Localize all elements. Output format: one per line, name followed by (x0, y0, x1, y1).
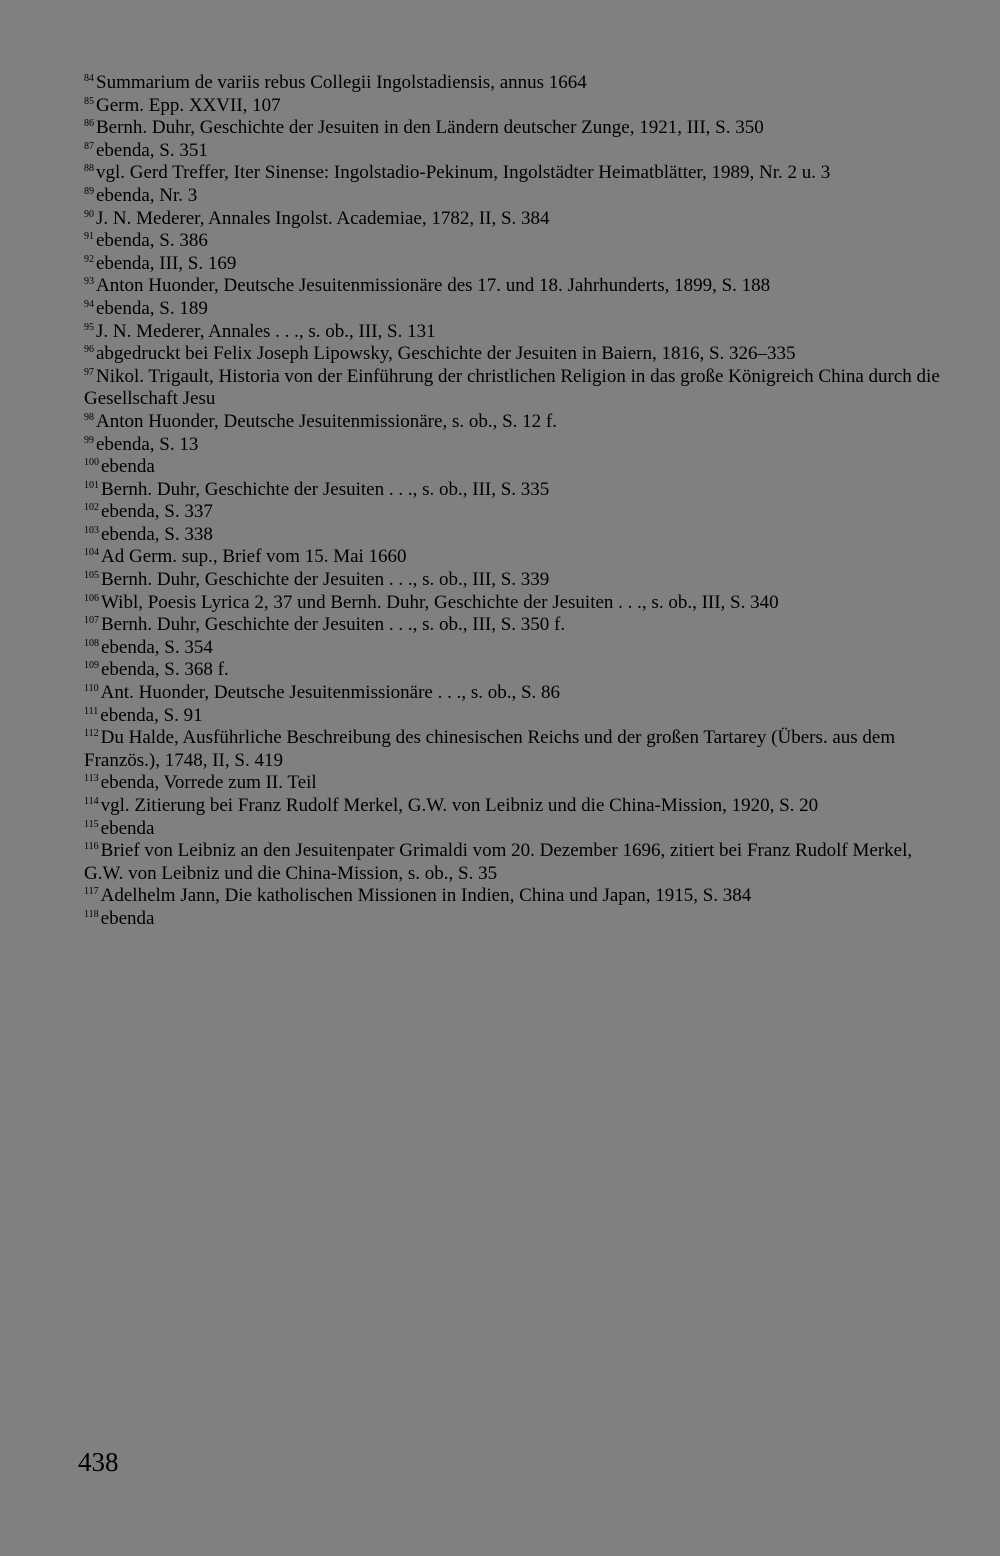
footnote-item (84, 772, 954, 795)
footnote-text: vgl. Gerd Treffer, Iter Sinense: Ingolstadio-Pekinum, Ingolstädter Heimatblätter, 1989, Nr. 2 u. 3 (96, 162, 831, 184)
footnote-text: Bernh. Duhr, Geschichte der Jesuiten . . ., s. ob., III, S. 335 (101, 478, 550, 500)
footnote-text: ebenda (101, 456, 155, 478)
footnote-item (84, 592, 954, 615)
footnote-item (84, 479, 954, 502)
footnote-text: ebenda (100, 817, 155, 839)
footnote-number: 111 (84, 705, 99, 717)
footnote-text: ebenda, S. 13 (96, 433, 199, 455)
footnote-text: ebenda, Vorrede zum II. Teil (100, 772, 317, 794)
footnote-text: Brief von Leibniz an den Jesuitenpater Grimaldi vom 20. Dezember 1696, zitiert bei Franz Rudolf Merkel, G.W. von Leibniz und die China-Mission, s. ob., S. 35 (84, 840, 913, 884)
footnote-number: 85 (84, 95, 94, 107)
footnote-item (84, 411, 954, 434)
footnote-number: 95 (84, 321, 94, 333)
footnote-item (84, 162, 954, 185)
footnote-text: ebenda, S. 337 (101, 501, 213, 523)
footnote-number: 104 (84, 547, 99, 559)
footnote-text: Adelhelm Jann, Die katholischen Missionen in Indien, China und Japan, 1915, S. 384 (100, 885, 752, 907)
footnote-text: ebenda (100, 907, 155, 929)
footnote-text: ebenda, Nr. 3 (96, 184, 198, 206)
footnote-item (84, 818, 954, 841)
footnote-text: abgedruckt bei Felix Joseph Lipowsky, Geschichte der Jesuiten in Baiern, 1816, S. 326–335 (96, 343, 796, 365)
footnote-item (84, 727, 954, 772)
footnote-item (84, 885, 954, 908)
footnote-text: Nikol. Trigault, Historia von der Einführung der christlichen Religion in das große Königreich China durch die Gesellschaft Jesu (84, 365, 940, 410)
footnote-number: 103 (84, 524, 99, 536)
footnote-text: ebenda, S. 189 (96, 297, 208, 319)
footnote-item (84, 682, 954, 705)
footnote-item (84, 614, 954, 637)
footnote-number: 117 (84, 886, 99, 898)
footnote-item (84, 501, 954, 524)
footnote-number: 84 (84, 73, 94, 84)
footnote-number: 92 (84, 253, 94, 265)
footnote-number: 94 (84, 298, 94, 310)
footnote-number: 115 (84, 818, 99, 830)
footnote-item (84, 117, 954, 140)
footnote-text: Germ. Epp. XXVII, 107 (96, 94, 281, 116)
footnote-number: 116 (84, 841, 99, 853)
footnote-text: Wibl, Poesis Lyrica 2, 37 und Bernh. Duhr, Geschichte der Jesuiten . . ., s. ob., III, S. 340 (101, 591, 779, 613)
footnote-text: ebenda, S. 351 (96, 139, 208, 161)
footnote-item (84, 456, 954, 479)
footnote-text: Ant. Huonder, Deutsche Jesuitenmissionäre . . ., s. ob., S. 86 (100, 682, 561, 704)
footnote-text: Anton Huonder, Deutsche Jesuitenmissionäre, s. ob., S. 12 f. (96, 410, 557, 432)
footnote-text: ebenda, S. 91 (100, 704, 203, 726)
footnote-text: vgl. Zitierung bei Franz Rudolf Merkel, G.W. von Leibniz und die China-Mission, 1920, S. 20 (100, 795, 819, 816)
footnote-number: 108 (84, 637, 99, 649)
footnote-text: Summarium de variis rebus Collegii Ingolstadiensis, annus 1664 (96, 72, 587, 93)
footnote-text: ebenda, S. 338 (101, 523, 213, 545)
footnote-text: Bernh. Duhr, Geschichte der Jesuiten . . ., s. ob., III, S. 339 (101, 569, 550, 591)
footnote-item (84, 637, 954, 660)
footnote-text: ebenda, III, S. 169 (96, 252, 237, 274)
footnote-item (84, 253, 954, 276)
footnote-number: 96 (84, 344, 94, 356)
footnote-item (84, 659, 954, 682)
footnote-text: J. N. Mederer, Annales Ingolst. Academiae, 1782, II, S. 384 (96, 207, 550, 229)
footnote-text: ebenda, S. 354 (101, 636, 213, 658)
footnote-item (84, 208, 954, 231)
footnote-text: Anton Huonder, Deutsche Jesuitenmissionäre des 17. und 18. Jahrhunderts, 1899, S. 188 (96, 275, 771, 297)
footnote-item (84, 72, 954, 95)
footnote-number: 91 (84, 231, 94, 243)
footnote-number: 93 (84, 276, 94, 288)
footnote-number: 101 (84, 479, 99, 491)
footnote-item (84, 705, 954, 728)
footnote-item (84, 275, 954, 298)
footnote-number: 106 (84, 592, 99, 604)
footnote-number: 90 (84, 208, 94, 220)
footnote-number: 102 (84, 502, 99, 514)
footnote-number: 109 (84, 660, 99, 672)
footnote-list (84, 72, 954, 931)
footnote-number: 87 (84, 140, 94, 152)
footnote-item (84, 230, 954, 253)
footnote-number: 112 (84, 728, 99, 740)
footnote-item (84, 434, 954, 457)
footnote-number: 118 (84, 908, 99, 920)
footnote-item (84, 95, 954, 118)
footnote-item (84, 140, 954, 163)
footnote-item (84, 546, 954, 569)
footnote-number: 88 (84, 163, 94, 175)
footnote-number: 99 (84, 434, 94, 446)
footnote-number: 110 (84, 683, 99, 695)
footnote-text: ebenda, S. 386 (96, 230, 208, 252)
footnote-text: Du Halde, Ausführliche Beschreibung des chinesischen Reichs und der großen Tartarey (Übers. aus dem Französ.), 1748, II, S. 419 (84, 727, 896, 771)
page-number: 438 (78, 1447, 119, 1477)
footnote-number: 107 (84, 615, 99, 627)
footnote-item (84, 569, 954, 592)
footnote-number: 114 (84, 796, 99, 807)
footnote-item (84, 908, 954, 931)
footnote-text: ebenda, S. 368 f. (101, 659, 229, 681)
footnote-number: 105 (84, 570, 99, 582)
footnote-item (84, 795, 954, 818)
footnote-item (84, 366, 954, 411)
footnote-number: 86 (84, 118, 94, 130)
footnote-text: J. N. Mederer, Annales . . ., s. ob., III, S. 131 (96, 320, 436, 342)
footnote-item (84, 840, 954, 885)
footnote-number: 98 (84, 411, 94, 423)
footnote-item (84, 343, 954, 366)
footnote-number: 97 (84, 366, 94, 378)
footnote-number: 113 (84, 773, 99, 785)
footnote-item (84, 298, 954, 321)
footnote-text: Ad Germ. sup., Brief vom 15. Mai 1660 (101, 546, 407, 568)
footnote-number: 89 (84, 185, 94, 197)
footnote-number: 100 (84, 457, 99, 469)
footnote-item (84, 321, 954, 344)
footnote-text: Bernh. Duhr, Geschichte der Jesuiten in den Ländern deutscher Zunge, 1921, III, S. 350 (96, 117, 764, 139)
footnote-item (84, 185, 954, 208)
footnote-item (84, 524, 954, 547)
footnote-text: Bernh. Duhr, Geschichte der Jesuiten . . ., s. ob., III, S. 350 f. (101, 614, 566, 636)
